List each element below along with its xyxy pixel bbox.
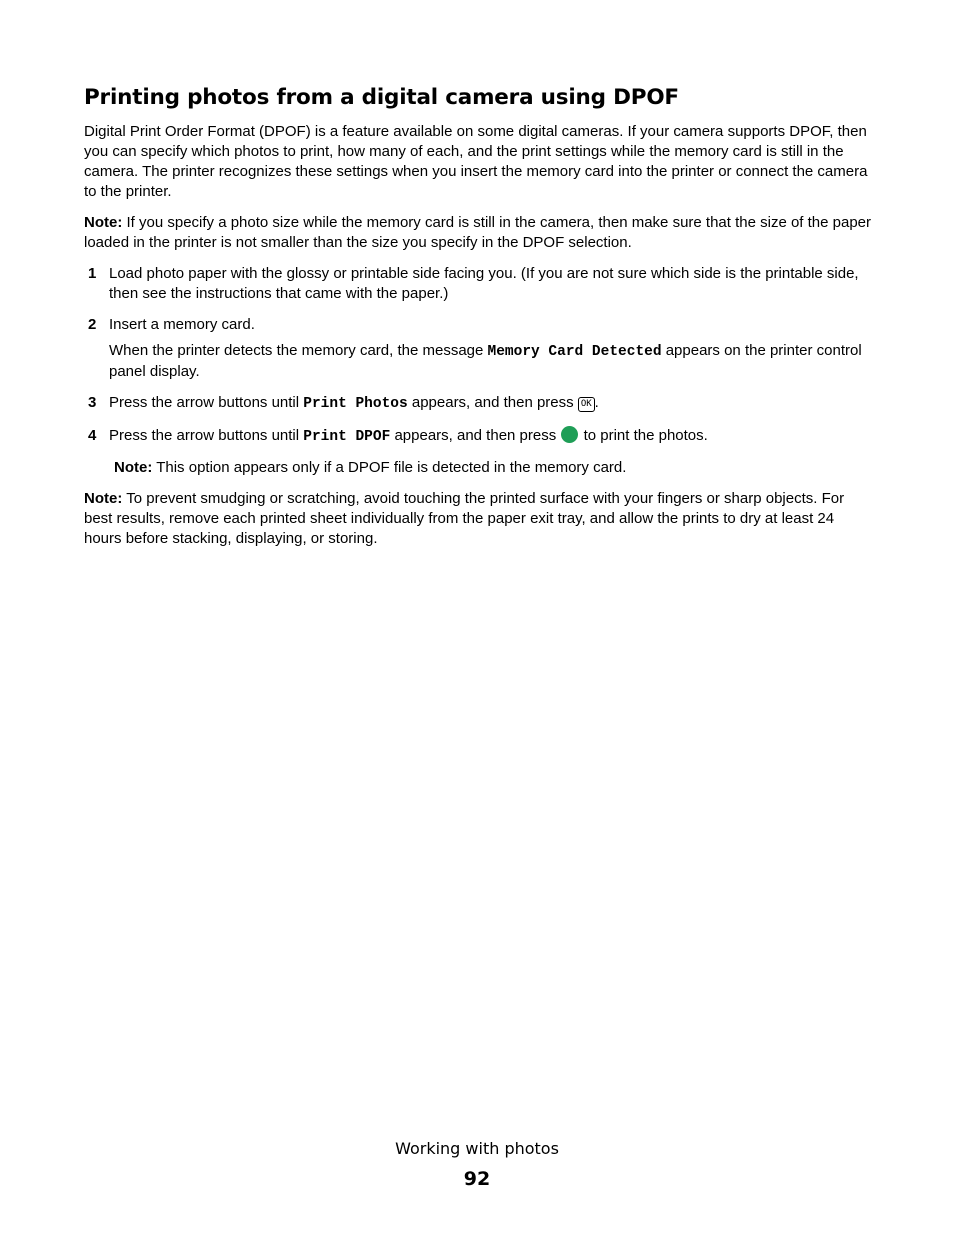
step-number: 3 <box>88 394 97 411</box>
step-1 <box>84 264 872 304</box>
step-number: 1 <box>88 265 97 282</box>
footer-section-title: Working with photos <box>395 1139 559 1158</box>
step-2-detail <box>84 341 872 382</box>
note-dpof <box>84 458 872 478</box>
document-body <box>84 84 872 549</box>
note-text: This option appears only if a DPOF file is detected in the memory card. <box>152 459 627 476</box>
step-text: to print the photos. <box>579 427 708 444</box>
note-text: If you specify a photo size while the memory card is still in the camera, then make sure that the size of the paper loaded in the printer is not smaller than the size you specify in the DPOF selection. <box>84 214 872 251</box>
step-4 <box>84 426 872 447</box>
step-text: appears on the printer control panel display. <box>109 342 862 380</box>
ok-button-icon: OK <box>578 397 595 412</box>
step-3 <box>84 393 872 414</box>
step-text: Insert a memory card. <box>109 316 255 333</box>
step-text: Load photo paper with the glossy or printable side facing you. (If you are not sure which side is the printable side, then see the instructions that came with the paper.) <box>109 265 859 302</box>
step-text: Press the arrow buttons until <box>109 394 304 411</box>
page-title: Printing photos from a digital camera using DPOF <box>84 85 679 110</box>
step-text-line <box>109 426 872 447</box>
note-label: Note: <box>84 214 123 231</box>
step-text: appears, and then press <box>390 427 561 444</box>
display-message: Memory Card Detected <box>487 344 662 360</box>
intro-paragraph: Digital Print Order Format (DPOF) is a feature available on some digital cameras. If your camera supports DPOF, then you can specify which photos to print, how many of each, and the print settings while the memory card is still in the camera. The printer recognizes these settings when you insert the memory card into the printer or connect the camera to the printer. <box>84 123 868 200</box>
step-text: Press the arrow buttons until <box>109 427 304 444</box>
step-number: 4 <box>88 427 97 444</box>
note-smudging <box>84 489 872 549</box>
note-text: To prevent smudging or scratching, avoid touching the printed surface with your fingers or sharp objects. For best results, remove each printed sheet individually from the paper exit tray, and allow the prints to dry at least 24 hours before stacking, displaying, or storing. <box>84 490 845 547</box>
step-text-line <box>109 393 872 414</box>
note-label: Note: <box>84 490 123 507</box>
start-button-icon <box>561 426 578 443</box>
page-number: 92 <box>463 1168 491 1190</box>
menu-option: Print DPOF <box>303 429 391 445</box>
menu-option: Print Photos <box>303 396 408 412</box>
note-size <box>84 213 872 253</box>
step-text: When the printer detects the memory card, the message <box>109 342 488 359</box>
note-label: Note: <box>114 459 153 476</box>
step-2 <box>84 315 872 335</box>
step-number: 2 <box>88 316 97 333</box>
step-text: . <box>594 394 599 411</box>
step-text: appears, and then press <box>407 394 578 411</box>
